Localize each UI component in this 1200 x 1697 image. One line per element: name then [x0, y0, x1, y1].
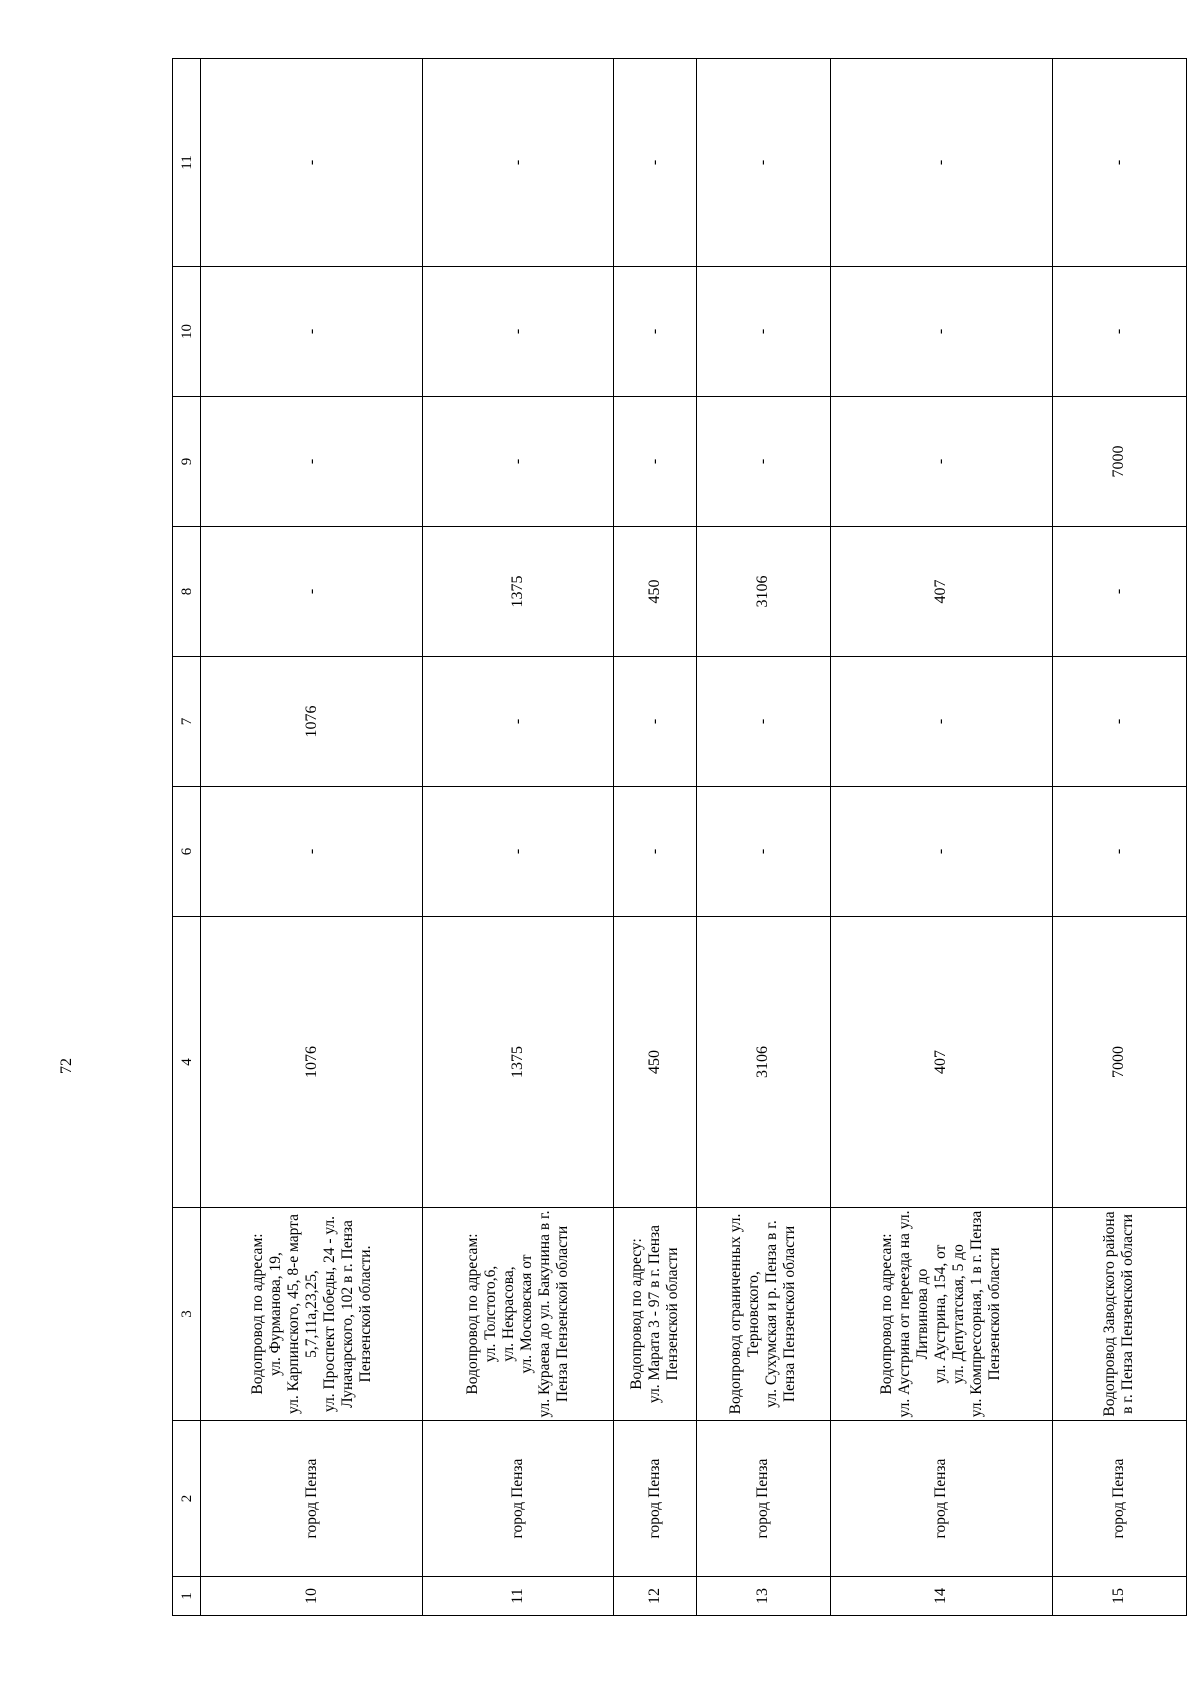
value-cell: - — [1052, 657, 1186, 787]
value-cell: - — [1052, 59, 1186, 267]
value-cell: - — [423, 397, 613, 527]
city-cell: город Пенза — [1052, 1421, 1186, 1577]
description-cell: Водопровод по адресу: ул. Марата 3 - 97 в г. Пенза Пензенской области — [613, 1208, 696, 1421]
city-cell: город Пенза — [613, 1421, 696, 1577]
value-cell: - — [613, 397, 696, 527]
value-cell: - — [613, 59, 696, 267]
column-number: 7 — [173, 657, 201, 787]
column-number: 9 — [173, 397, 201, 527]
value-cell: - — [1052, 267, 1186, 397]
value-cell: 1375 — [423, 527, 613, 657]
value-cell: - — [696, 787, 830, 917]
row-number: 10 — [201, 1577, 423, 1616]
length-total-cell: 1375 — [423, 917, 613, 1208]
value-cell: - — [423, 59, 613, 267]
value-cell: - — [830, 397, 1052, 527]
table-row — [423, 59, 613, 1616]
column-number: 11 — [173, 59, 201, 267]
value-cell: - — [201, 267, 423, 397]
city-cell: город Пенза — [201, 1421, 423, 1577]
column-number-row — [173, 59, 201, 1616]
table-row — [613, 59, 696, 1616]
description-cell: Водопровод ограниченных ул. Терновского, ул. Сухумская и р. Пенза в г. Пенза Пензенской области — [696, 1208, 830, 1421]
value-cell: - — [201, 527, 423, 657]
length-total-cell: 1076 — [201, 917, 423, 1208]
value-cell: 3106 — [696, 527, 830, 657]
value-cell: - — [423, 267, 613, 397]
table-row — [696, 59, 830, 1616]
value-cell: - — [423, 657, 613, 787]
row-number: 15 — [1052, 1577, 1186, 1616]
value-cell: - — [613, 787, 696, 917]
value-cell: - — [201, 59, 423, 267]
table-row — [830, 59, 1052, 1616]
row-number: 13 — [696, 1577, 830, 1616]
description-cell: Водопровод по адресам: ул. Фурманова, 19, ул. Карпинского, 45, 8-е марта 5,7,11а,23,25, ул. Проспект Победы, 24 - ул. Луначарского, 102 в г. Пенза Пензенской области. — [201, 1208, 423, 1421]
column-number: 3 — [173, 1208, 201, 1421]
value-cell: 450 — [613, 527, 696, 657]
row-number: 14 — [830, 1577, 1052, 1616]
column-number: 1 — [173, 1577, 201, 1616]
description-cell: Водопровод по адресам: ул. Аустрина от переезда на ул. Литвинова до ул. Аустрина, 154, от ул. Депутатская, 5 до ул. Компрессорная, 1 в г. Пенза Пензенской области — [830, 1208, 1052, 1421]
water-pipeline-table — [172, 59, 1187, 1616]
length-total-cell: 7000 — [1052, 917, 1186, 1208]
description-cell: Водопровод по адресам: ул. Толстого,6, ул. Некрасова, ул. Московская от ул. Кураева до ул. Бакунина в г. Пенза Пензенской области — [423, 1208, 613, 1421]
value-cell: - — [1052, 527, 1186, 657]
value-cell: - — [1052, 787, 1186, 917]
city-cell: город Пенза — [830, 1421, 1052, 1577]
value-cell: - — [423, 787, 613, 917]
data-table — [172, 58, 1187, 1616]
row-number: 12 — [613, 1577, 696, 1616]
value-cell: - — [830, 267, 1052, 397]
value-cell: - — [830, 59, 1052, 267]
column-number: 6 — [173, 787, 201, 917]
description-cell: Водопровод Заводского района в г. Пенза Пензенской области — [1052, 1208, 1186, 1421]
column-number: 8 — [173, 527, 201, 657]
length-total-cell: 407 — [830, 917, 1052, 1208]
value-cell: - — [696, 59, 830, 267]
value-cell: 407 — [830, 527, 1052, 657]
value-cell: - — [696, 267, 830, 397]
city-cell: город Пенза — [696, 1421, 830, 1577]
value-cell: - — [201, 397, 423, 527]
length-total-cell: 3106 — [696, 917, 830, 1208]
page-number: 72 — [58, 1058, 75, 1074]
table-row — [1052, 59, 1186, 1616]
value-cell: - — [830, 657, 1052, 787]
column-number: 2 — [173, 1421, 201, 1577]
column-number: 4 — [173, 917, 201, 1208]
length-total-cell: 450 — [613, 917, 696, 1208]
value-cell: 1076 — [201, 657, 423, 787]
value-cell: - — [613, 657, 696, 787]
value-cell: - — [830, 787, 1052, 917]
column-number: 10 — [173, 267, 201, 397]
value-cell: - — [613, 267, 696, 397]
city-cell: город Пенза — [423, 1421, 613, 1577]
value-cell: 7000 — [1052, 397, 1186, 527]
value-cell: - — [201, 787, 423, 917]
table-row — [201, 59, 423, 1616]
row-number: 11 — [423, 1577, 613, 1616]
value-cell: - — [696, 397, 830, 527]
value-cell: - — [696, 657, 830, 787]
